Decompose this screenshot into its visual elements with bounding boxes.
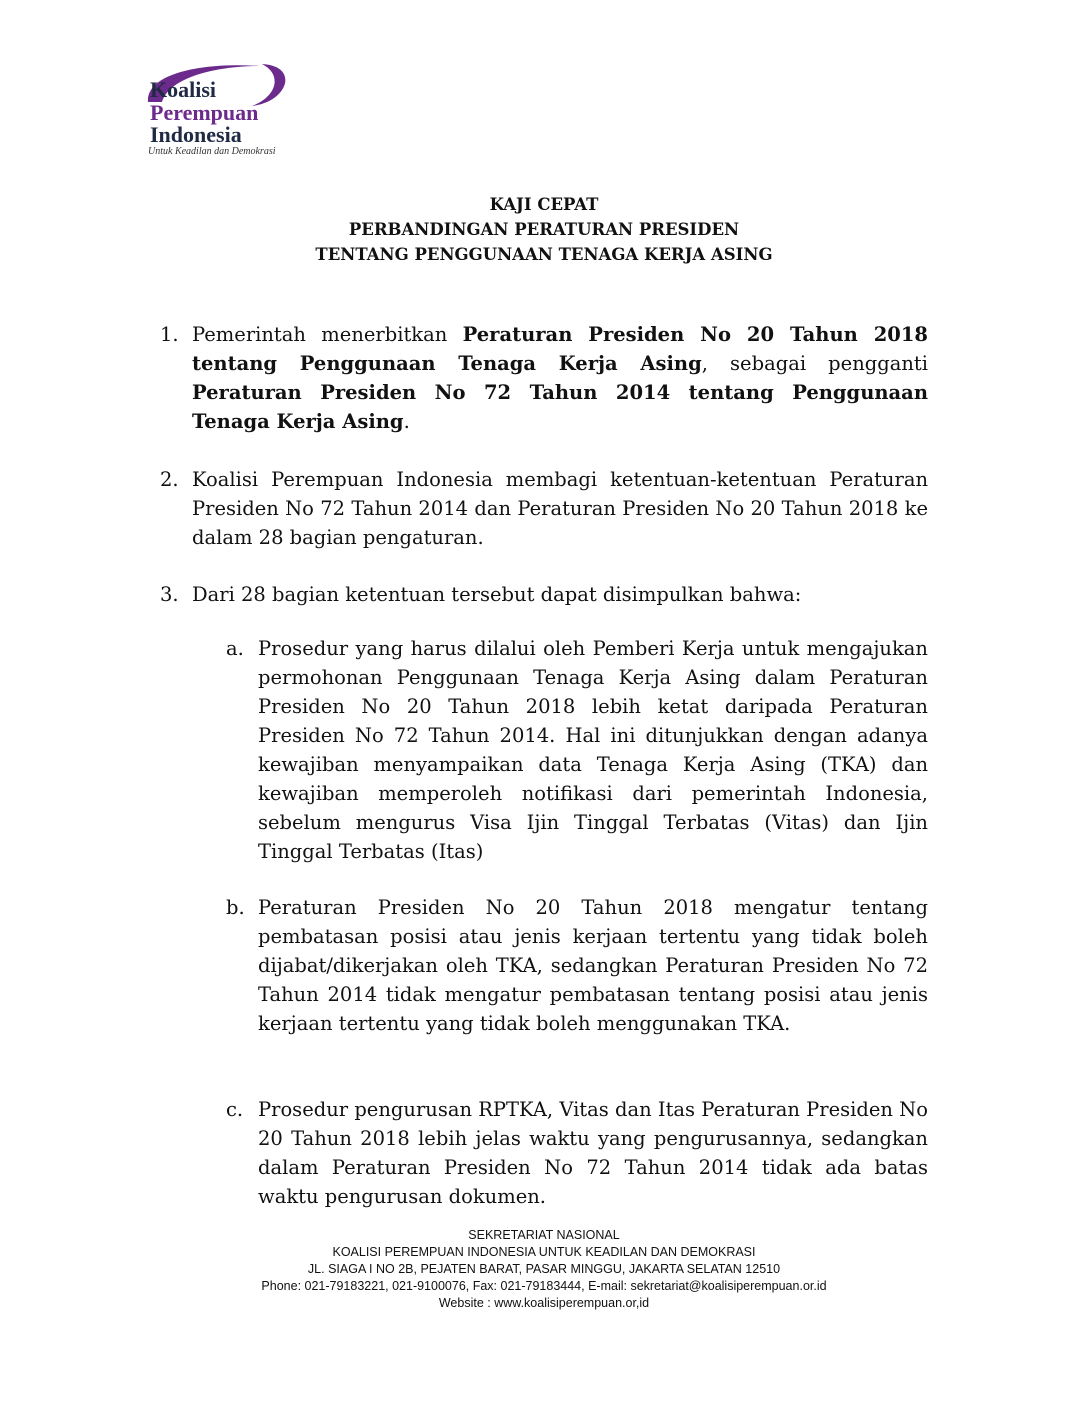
logo-tagline: Untuk Keadilan dan Demokrasi xyxy=(148,146,276,157)
footer-website: Website : www.koalisiperempuan.or,id xyxy=(438,1296,650,1310)
sublist-item-b: Peraturan Presiden No 20 Tahun 2018 mengatur tentang pembatasan posisi atau jenis kerjaan tertentu yang tidak boleh dijabat/dikerjakan oleh TKA, sedangkan Peraturan Presiden No 72 Tahun 2014 tidak mengatur pembatasan tentang posisi atau jenis kerjaan tertentu yang tidak boleh menggunakan TKA. xyxy=(258,896,928,1035)
sublist-item-c: Prosedur pengurusan RPTKA, Vitas dan Itas Peraturan Presiden No 20 Tahun 2018 lebih jelas waktu yang pengurusannya, sedangkan dalam Peraturan Presiden No 72 Tahun 2014 tidak ada batas waktu pengurusan dokumen. xyxy=(258,1098,928,1208)
list-number-2: 2. xyxy=(160,468,179,491)
footer-secretariat: SEKRETARIAT NASIONAL xyxy=(468,1228,620,1242)
sublist-letter-c: c. xyxy=(226,1098,244,1121)
list-item-1-text-c: . xyxy=(403,410,410,433)
footer-address: JL. SIAGA I NO 2B, PEJATEN BARAT, PASAR MINGGU, JAKARTA SELATAN 12510 xyxy=(307,1262,781,1276)
title-line-1: KAJI CEPAT xyxy=(489,195,599,214)
title-line-2: PERBANDINGAN PERATURAN PRESIDEN xyxy=(348,220,740,239)
footer-organization: KOALISI PEREMPUAN INDONESIA UNTUK KEADILAN DAN DEMOKRASI xyxy=(332,1245,756,1259)
list-item-3: Dari 28 bagian ketentuan tersebut dapat disimpulkan bahwa: xyxy=(192,583,802,606)
list-number-3: 3. xyxy=(160,583,179,606)
list-item-1 xyxy=(192,320,928,436)
title-line-3: TENTANG PENGGUNAAN TENAGA KERJA ASING xyxy=(315,245,773,264)
sublist-letter-a: a. xyxy=(226,637,244,660)
sublist-letter-b: b. xyxy=(226,896,245,919)
logo-text-koalisi: Koalisi xyxy=(150,77,217,102)
organization-logo xyxy=(140,62,340,158)
list-item-1-bold-b: Peraturan Presiden No 72 Tahun 2014 tentang Penggunaan Tenaga Kerja Asing xyxy=(192,381,928,433)
list-item-1-bold-a: Peraturan Presiden No 20 Tahun 2018 tentang Penggunaan Tenaga Kerja Asing xyxy=(192,323,929,375)
list-item-2: Koalisi Perempuan Indonesia membagi ketentuan-ketentuan Peraturan Presiden No 72 Tahun 2014 dan Peraturan Presiden No 20 Tahun 2018 ke dalam 28 bagian pengaturan. xyxy=(192,468,928,549)
document-title xyxy=(0,192,1088,267)
list-number-1: 1. xyxy=(160,323,179,346)
footer-contact: Phone: 021-79183221, 021-9100076, Fax: 021-79183444, E-mail: sekretariat@koalisiperempuan.or.id xyxy=(261,1279,827,1293)
page-footer xyxy=(0,1227,1088,1312)
logo-text-indonesia: Indonesia xyxy=(150,122,242,147)
logo-text-perempuan: Perempuan xyxy=(150,100,259,125)
list-item-1-text-b: , sebagai pengganti xyxy=(701,352,928,375)
sublist-item-a: Prosedur yang harus dilalui oleh Pemberi Kerja untuk mengajukan permohonan Penggunaan Tenaga Kerja Asing dalam Peraturan Presiden No 20 Tahun 2018 lebih ketat daripada Peraturan Presiden No 72 Tahun 2014. Hal ini ditunjukkan dengan adanya kewajiban menyampaikan data Tenaga Kerja Asing (TKA) dan kewajiban memperoleh notifikasi dari pemerintah Indonesia, sebelum mengurus Visa Ijin Tinggal Terbatas (Vitas) dan Ijin Tinggal Terbatas (Itas) xyxy=(258,637,928,863)
list-item-1-text-a: Pemerintah menerbitkan xyxy=(192,323,463,346)
